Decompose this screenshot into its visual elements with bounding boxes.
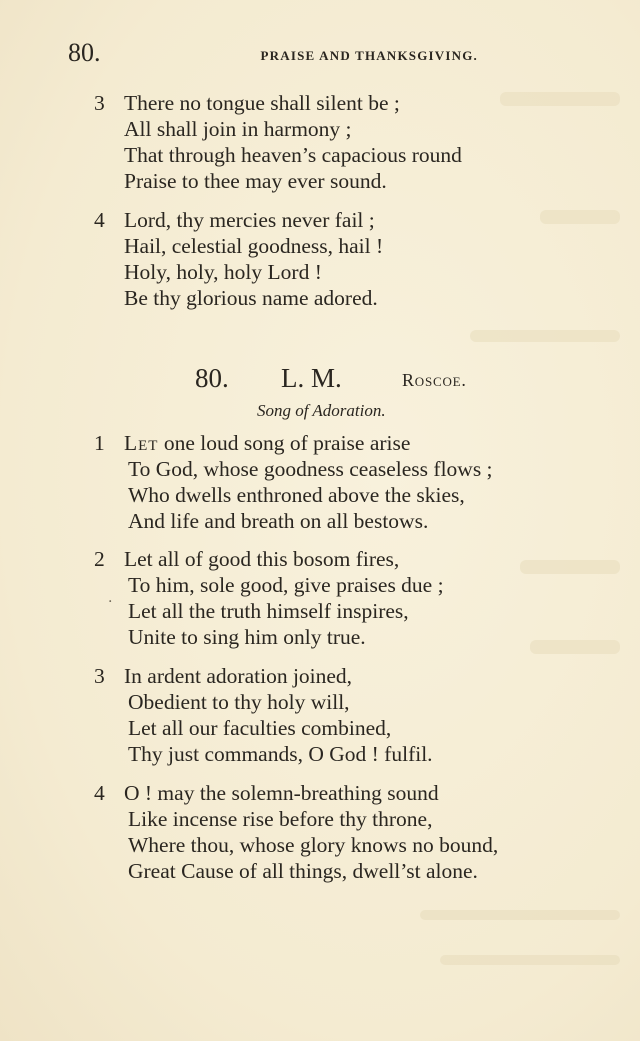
running-head: PRAISE AND THANKSGIVING. <box>260 48 478 63</box>
hymn-meter: L. M. <box>281 363 342 393</box>
hymn-stanza-4 <box>94 780 498 884</box>
verse-line: That through heaven’s capacious round <box>124 143 462 167</box>
previous-hymn-stanza-4 <box>94 207 383 311</box>
first-line-rest: one loud song of praise arise <box>158 431 411 455</box>
print-speck: . <box>108 590 113 606</box>
verse-line: Where thou, whose glory knows no bound, <box>128 833 499 857</box>
verse-line: Unite to sing him only true. <box>128 625 366 649</box>
verse-line: And life and breath on all bestows. <box>128 509 429 533</box>
verse-line: Like incense rise before thy throne, <box>128 807 433 831</box>
hymn-heading <box>195 362 495 396</box>
verse-line: Let all of good this bosom fires, <box>124 547 400 571</box>
hymn-subtitle: Song of Adoration. <box>257 401 386 420</box>
previous-hymn-stanza-3 <box>94 90 462 194</box>
verse-line: Holy, holy, holy Lord ! <box>124 260 322 284</box>
verse-line: O ! may the solemn-breathing sound <box>124 781 439 805</box>
stanza-number: 4 <box>94 781 105 805</box>
verse-line: Thy just commands, O God ! fulfil. <box>128 742 433 766</box>
stanza-number: 3 <box>94 91 105 115</box>
verse-line: Praise to thee may ever sound. <box>124 169 387 193</box>
verse-line: Hail, celestial goodness, hail ! <box>124 234 384 258</box>
verse-line: All shall join in harmony ; <box>124 117 352 141</box>
stanza-number: 1 <box>94 431 105 455</box>
hymn-stanza-2 <box>94 546 444 650</box>
verse-line: Let all our faculties combined, <box>128 716 392 740</box>
verse-line: To God, whose goodness ceaseless flows ; <box>128 457 493 481</box>
hymn-number: 80. <box>195 363 229 393</box>
verse-line: In ardent adoration joined, <box>124 664 353 688</box>
verse-line: Let all the truth himself inspires, <box>128 599 409 623</box>
page-header <box>68 38 478 68</box>
verse-line-first <box>124 430 493 456</box>
first-word: Let <box>124 431 159 455</box>
verse-line: There no tongue shall silent be ; <box>124 91 400 115</box>
verse-line: Be thy glorious name adored. <box>124 286 378 310</box>
stanza-number: 4 <box>94 208 105 232</box>
verse-line: Great Cause of all things, dwell’st alone. <box>128 859 478 883</box>
verse-line: To him, sole good, give praises due ; <box>128 573 444 597</box>
verse-line: Who dwells enthroned above the skies, <box>128 483 465 507</box>
hymn-stanza-1 <box>94 430 493 534</box>
tune-name: Roscoe. <box>402 370 467 390</box>
hymn-stanza-3 <box>94 663 433 767</box>
verse-line: Obedient to thy holy will, <box>128 690 350 714</box>
stanza-number: 3 <box>94 664 105 688</box>
stanza-number: 2 <box>94 547 105 571</box>
page-number: 80. <box>68 38 101 67</box>
verse-line: Lord, thy mercies never fail ; <box>124 208 375 232</box>
